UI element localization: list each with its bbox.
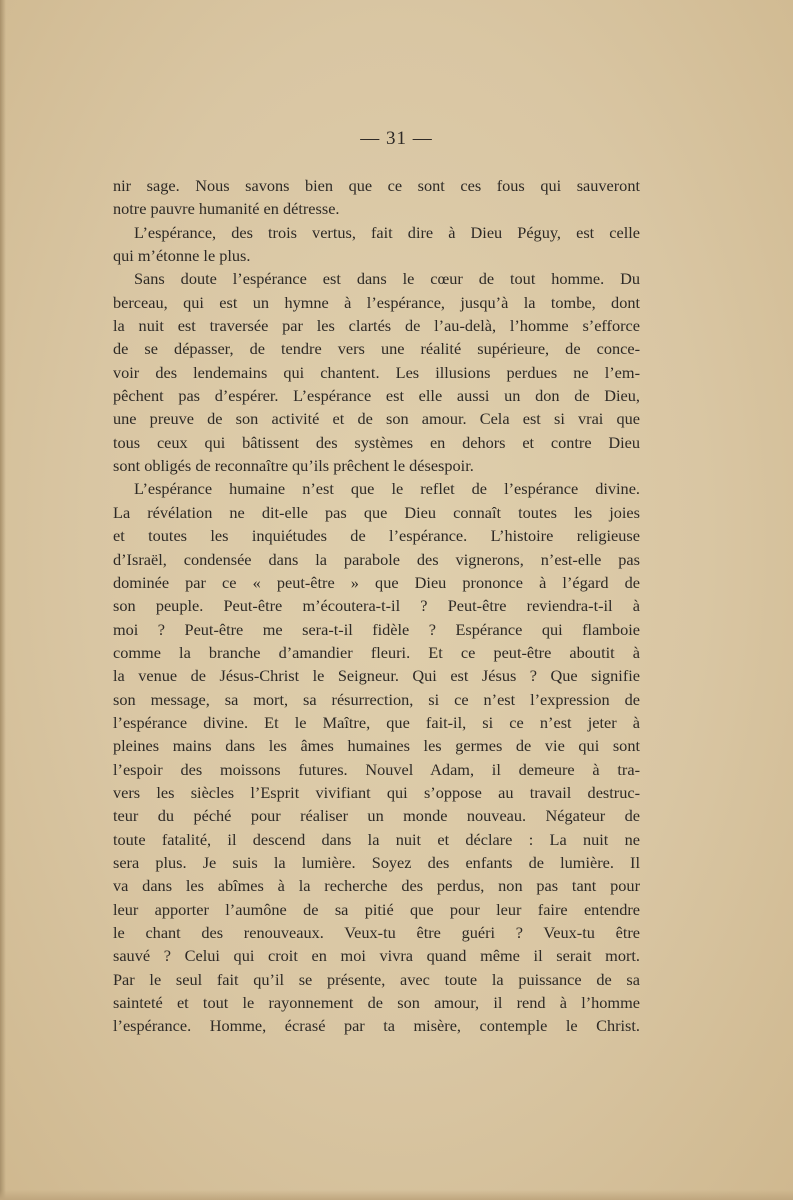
text-line: L’espérance humaine n’est que le reflet de l’espérance divine.	[134, 479, 640, 499]
text-line: teur du péché pour réaliser un monde nouveau. Négateur de	[113, 806, 640, 826]
paragraph	[113, 267, 640, 477]
page-left-edge-shadow	[0, 0, 6, 1200]
text-line: notre pauvre humanité en détresse.	[113, 199, 340, 219]
text-line: l’espérance. Homme, écrasé par ta misère, contemple le Christ.	[113, 1016, 640, 1036]
text-line: qui m’étonne le plus.	[113, 246, 251, 266]
text-line: sainteté et tout le rayonnement de son amour, il rend à l’homme	[113, 993, 640, 1013]
text-line: son peuple. Peut-être m’écoutera-t-il ? Peut-être reviendra-t-il à	[113, 596, 640, 616]
text-line: sera plus. Je suis la lumière. Soyez des enfants de lumière. Il	[113, 852, 640, 872]
text-line: dominée par ce « peut-être » que Dieu prononce à l’égard de	[113, 572, 640, 592]
paragraph	[113, 477, 640, 1037]
text-line: voir des lendemains qui chantent. Les illusions perdues ne l’em-	[113, 362, 640, 382]
page-number: — 31 —	[360, 128, 433, 149]
text-line: de se dépasser, de tendre vers une réalité supérieure, de conce-	[113, 339, 640, 359]
text-line: L’espérance, des trois vertus, fait dire à Dieu Péguy, est celle	[134, 222, 640, 242]
text-line: Sans doute l’espérance est dans le cœur de tout homme. Du	[134, 269, 640, 289]
text-line: sauvé ? Celui qui croit en moi vivra quand même il serait mort.	[113, 946, 640, 966]
text-line: nir sage. Nous savons bien que ce sont ces fous qui sauveront	[113, 176, 640, 195]
text-line: toute fatalité, il descend dans la nuit et déclare : La nuit ne	[113, 829, 640, 849]
text-line: et toutes les inquiétudes de l’espérance. L’histoire religieuse	[113, 526, 640, 546]
text-line: la venue de Jésus-Christ le Seigneur. Qui est Jésus ? Que signifie	[113, 666, 640, 686]
text-line: le chant des renouveaux. Veux-tu être guéri ? Veux-tu être	[113, 923, 640, 942]
text-line: berceau, qui est un hymne à l’espérance, jusqu’à la tombe, dont	[113, 292, 640, 312]
text-line: pleines mains dans les âmes humaines les germes de vie qui sont	[113, 736, 640, 756]
text-line: l’espérance divine. Et le Maître, que fait-il, si ce n’est jeter à	[113, 712, 640, 732]
page-bottom-edge-shadow	[0, 1190, 793, 1200]
text-line: vers les siècles l’Esprit vivifiant qui s’oppose au travail destruc-	[113, 782, 640, 802]
text-line: l’espoir des moissons futures. Nouvel Adam, il demeure à tra-	[113, 759, 640, 779]
text-line: pêchent pas d’espérer. L’espérance est elle aussi un don de Dieu,	[113, 386, 640, 406]
text-line: sont obligés de reconnaître qu’ils prêchent le désespoir.	[113, 456, 474, 476]
text-line: La révélation ne dit-elle pas que Dieu connaît toutes les joies	[113, 502, 640, 522]
body-text	[113, 174, 640, 1038]
paragraph	[113, 221, 640, 268]
text-line: Par le seul fait qu’il se présente, avec toute la puissance de sa	[113, 969, 640, 989]
paragraph	[113, 174, 640, 221]
text-line: tous ceux qui bâtissent des systèmes en dehors et contre Dieu	[113, 432, 640, 452]
text-line: leur apporter l’aumône de sa pitié que pour leur faire entendre	[113, 899, 640, 919]
text-line: une preuve de son activité et de son amour. Cela est si vrai que	[113, 409, 640, 429]
text-line: moi ? Peut-être me sera-t-il fidèle ? Espérance qui flamboie	[113, 619, 640, 639]
text-line: va dans les abîmes à la recherche des perdus, non pas tant pour	[113, 876, 640, 896]
text-line: d’Israël, condensée dans la parabole des vignerons, n’est-elle pas	[113, 549, 640, 569]
text-line: comme la branche d’amandier fleuri. Et ce peut-être aboutit à	[113, 642, 640, 662]
text-line: la nuit est traversée par les clartés de l’au-delà, l’homme s’efforce	[113, 316, 640, 336]
text-line: son message, sa mort, sa résurrection, si ce n’est l’expression de	[113, 689, 640, 709]
